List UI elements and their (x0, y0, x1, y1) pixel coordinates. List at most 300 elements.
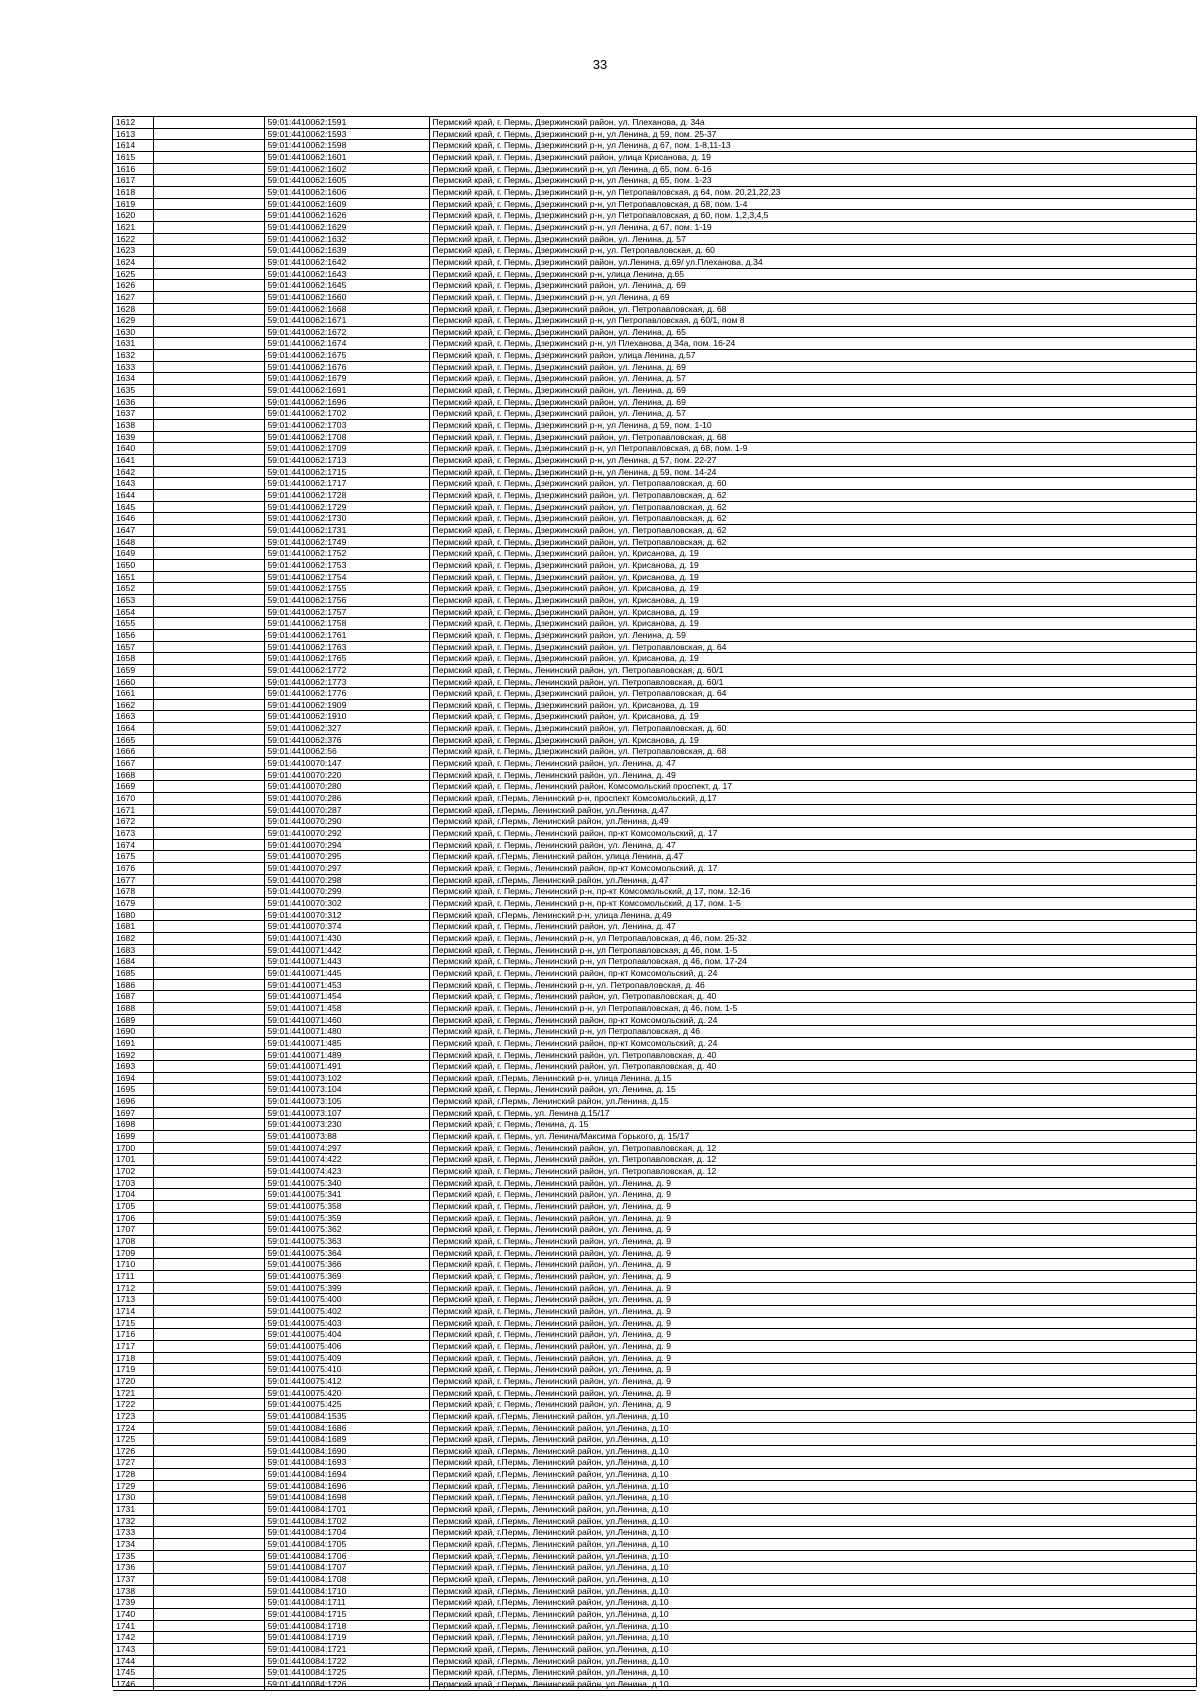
address-cell: Пермский край, г. Пермь, Дзержинский район, ул. Ленина, д. 69 (429, 396, 1196, 408)
empty-cell (153, 163, 264, 175)
address-cell: Пермский край, г. Пермь, Дзержинский район, ул. Петропавловская, д. 68 (429, 746, 1196, 758)
row-number-cell: 1659 (113, 664, 153, 676)
table-row (113, 455, 1196, 467)
row-number-cell: 1624 (113, 256, 153, 268)
address-cell: Пермский край, г. Пермь, Ленинский район, ул. Ленина, д. 9 (429, 1387, 1196, 1399)
cadastral-number-cell: 59:01:4410084:1718 (264, 1620, 429, 1632)
row-number-cell: 1644 (113, 490, 153, 502)
row-number-cell: 1737 (113, 1574, 153, 1586)
row-number-cell: 1622 (113, 233, 153, 245)
empty-cell (153, 1364, 264, 1376)
address-cell: Пермский край, г. Пермь, Ленинский район, ул. Ленина, д. 9 (429, 1236, 1196, 1248)
row-number-cell: 1728 (113, 1469, 153, 1481)
row-number-cell: 1655 (113, 618, 153, 630)
empty-cell (153, 1212, 264, 1224)
cadastral-number-cell: 59:01:4410084:1702 (264, 1515, 429, 1527)
row-number-cell: 1743 (113, 1643, 153, 1655)
empty-cell (153, 1375, 264, 1387)
cadastral-number-cell: 59:01:4410062:1696 (264, 396, 429, 408)
empty-cell (153, 280, 264, 292)
cadastral-number-cell: 59:01:4410073:104 (264, 1084, 429, 1096)
address-cell: Пермский край, г. Пермь, Ленинский р-н, ул Петропавловская, д 46 (429, 1026, 1196, 1038)
cadastral-number-cell: 59:01:4410073:230 (264, 1119, 429, 1131)
empty-cell (153, 431, 264, 443)
empty-cell (153, 1632, 264, 1644)
row-number-cell: 1667 (113, 758, 153, 770)
empty-cell (153, 186, 264, 198)
row-number-cell: 1721 (113, 1387, 153, 1399)
row-number-cell: 1676 (113, 863, 153, 875)
row-number-cell: 1669 (113, 781, 153, 793)
empty-cell (153, 128, 264, 140)
table-row (113, 664, 1196, 676)
empty-cell (153, 1002, 264, 1014)
table-row (113, 350, 1196, 362)
address-cell: Пермский край, г. Пермь, Ленинский р-н, пр-кт Комсомольский, д 17, пом. 12-16 (429, 886, 1196, 898)
empty-cell (153, 478, 264, 490)
table-row (113, 548, 1196, 560)
empty-cell (153, 338, 264, 350)
cadastral-number-cell: 59:01:4410075:412 (264, 1375, 429, 1387)
empty-cell (153, 1026, 264, 1038)
row-number-cell: 1671 (113, 804, 153, 816)
table-row (113, 1387, 1196, 1399)
table-row (113, 315, 1196, 327)
empty-cell (153, 1597, 264, 1609)
row-number-cell: 1636 (113, 396, 153, 408)
row-number-cell: 1700 (113, 1142, 153, 1154)
row-number-cell: 1680 (113, 909, 153, 921)
address-cell: Пермский край, г. Пермь, Дзержинский район, ул. Петропавловская, д. 68 (429, 303, 1196, 315)
table-row (113, 501, 1196, 513)
table-row (113, 385, 1196, 397)
empty-cell (153, 1282, 264, 1294)
address-cell: Пермский край, г.Пермь, Ленинский район, ул.Ленина, д.10 (429, 1667, 1196, 1679)
cadastral-number-cell: 59:01:4410062:1717 (264, 478, 429, 490)
cadastral-number-cell: 59:01:4410062:1609 (264, 198, 429, 210)
address-cell: Пермский край, г. Пермь, Дзержинский р-н, ул Плеханова, д 34а, пом. 16-24 (429, 338, 1196, 350)
row-number-cell: 1720 (113, 1375, 153, 1387)
cadastral-number-cell: 59:01:4410071:442 (264, 944, 429, 956)
address-cell: Пермский край, г. Пермь, Дзержинский район, ул. Плеханова, д. 34а (429, 117, 1196, 128)
empty-cell (153, 1445, 264, 1457)
table-row (113, 886, 1196, 898)
table-row (113, 186, 1196, 198)
table-row (113, 1410, 1196, 1422)
address-cell: Пермский край, г.Пермь, Ленинский район, ул.Ленина, д.10 (429, 1620, 1196, 1632)
cadastral-number-cell: 59:01:4410062:1703 (264, 420, 429, 432)
cadastral-number-cell: 59:01:4410062:1639 (264, 245, 429, 257)
row-number-cell: 1731 (113, 1504, 153, 1516)
row-number-cell: 1618 (113, 186, 153, 198)
table-row (113, 303, 1196, 315)
table-row (113, 734, 1196, 746)
table-row (113, 140, 1196, 152)
address-cell: Пермский край, г. Пермь, Ленинский район, ул. Петропавловская, д. 12 (429, 1142, 1196, 1154)
address-cell: Пермский край, г. Пермь, Дзержинский район, ул. Петропавловская, д. 64 (429, 688, 1196, 700)
empty-cell (153, 594, 264, 606)
cadastral-number-cell: 59:01:4410062:1642 (264, 256, 429, 268)
address-cell: Пермский край, г. Пермь, Ленинский район, пр-кт Комсомольский, д. 24 (429, 1014, 1196, 1026)
address-cell: Пермский край, г. Пермь, Ленинский район, пр-кт Комсомольский, д. 24 (429, 1037, 1196, 1049)
table-row (113, 909, 1196, 921)
table-row (113, 967, 1196, 979)
cadastral-number-cell: 59:01:4410062:1605 (264, 175, 429, 187)
address-cell: Пермский край, г. Пермь, Дзержинский район, ул. Крисанова, д. 19 (429, 618, 1196, 630)
row-number-cell: 1688 (113, 1002, 153, 1014)
table-row (113, 1177, 1196, 1189)
row-number-cell: 1653 (113, 594, 153, 606)
empty-cell (153, 1492, 264, 1504)
table-row (113, 1002, 1196, 1014)
empty-cell (153, 1247, 264, 1259)
row-number-cell: 1714 (113, 1305, 153, 1317)
empty-cell (153, 256, 264, 268)
row-number-cell: 1699 (113, 1131, 153, 1143)
row-number-cell: 1664 (113, 723, 153, 735)
row-number-cell: 1727 (113, 1457, 153, 1469)
empty-cell (153, 1678, 264, 1690)
row-number-cell: 1621 (113, 221, 153, 233)
empty-cell (153, 1562, 264, 1574)
row-number-cell: 1627 (113, 291, 153, 303)
empty-cell (153, 664, 264, 676)
empty-cell (153, 781, 264, 793)
table-row (113, 513, 1196, 525)
empty-cell (153, 629, 264, 641)
table-row (113, 1212, 1196, 1224)
table-row (113, 408, 1196, 420)
empty-cell (153, 1096, 264, 1108)
table-row (113, 1037, 1196, 1049)
empty-cell (153, 513, 264, 525)
row-number-cell: 1711 (113, 1270, 153, 1282)
empty-cell (153, 1643, 264, 1655)
address-cell: Пермский край, г.Пермь, Ленинский район, ул.Ленина, д.10 (429, 1585, 1196, 1597)
table-row (113, 641, 1196, 653)
cadastral-number-cell: 59:01:4410062:1629 (264, 221, 429, 233)
table-row (113, 711, 1196, 723)
cadastral-number-cell: 59:01:4410062:1909 (264, 699, 429, 711)
table-row (113, 804, 1196, 816)
empty-cell (153, 1061, 264, 1073)
address-cell: Пермский край, г. Пермь, Ленинский район, ул. Ленина, д. 9 (429, 1177, 1196, 1189)
row-number-cell: 1696 (113, 1096, 153, 1108)
empty-cell (153, 1142, 264, 1154)
address-cell: Пермский край, г. Пермь, Дзержинский район, ул. Ленина, д. 65 (429, 326, 1196, 338)
cadastral-number-cell: 59:01:4410062:1910 (264, 711, 429, 723)
address-cell: Пермский край, г. Пермь, Ленинский район, ул. Ленина, д. 9 (429, 1305, 1196, 1317)
row-number-cell: 1739 (113, 1597, 153, 1609)
address-cell: Пермский край, г. Пермь, Ленинский район, ул. Ленина, д. 9 (429, 1259, 1196, 1271)
row-number-cell: 1646 (113, 513, 153, 525)
cadastral-number-cell: 59:01:4410071:489 (264, 1049, 429, 1061)
cadastral-number-cell: 59:01:4410084:1701 (264, 1504, 429, 1516)
address-cell: Пермский край, г.Пермь, Ленинский район, ул.Ленина, д.10 (429, 1527, 1196, 1539)
table-row (113, 1492, 1196, 1504)
cadastral-number-cell: 59:01:4410062:1626 (264, 210, 429, 222)
cadastral-number-cell: 59:01:4410075:403 (264, 1317, 429, 1329)
address-cell: Пермский край, г. Пермь, ул. Ленина/Максима Горького, д. 15/17 (429, 1131, 1196, 1143)
table-row (113, 723, 1196, 735)
cadastral-number-cell: 59:01:4410075:362 (264, 1224, 429, 1236)
empty-cell (153, 1236, 264, 1248)
empty-cell (153, 886, 264, 898)
table-row (113, 979, 1196, 991)
address-cell: Пермский край, г. Пермь, Дзержинский район, ул. Петропавловская, д. 62 (429, 524, 1196, 536)
cadastral-number-cell: 59:01:4410070:292 (264, 828, 429, 840)
empty-cell (153, 1410, 264, 1422)
table-row (113, 268, 1196, 280)
table-row (113, 1422, 1196, 1434)
cadastral-number-cell: 59:01:4410062:1731 (264, 524, 429, 536)
address-cell: Пермский край, г.Пермь, Ленинский район, ул.Ленина, д.10 (429, 1550, 1196, 1562)
address-cell: Пермский край, г.Пермь, Ленинский р-н, улица Ленина, д.49 (429, 909, 1196, 921)
address-cell: Пермский край, г. Пермь, Ленинский район, пр-кт Комсомольский, д. 17 (429, 828, 1196, 840)
empty-cell (153, 606, 264, 618)
row-number-cell: 1726 (113, 1445, 153, 1457)
address-cell: Пермский край, г. Пермь, Дзержинский район, ул. Ленина, д. 57 (429, 233, 1196, 245)
row-number-cell: 1630 (113, 326, 153, 338)
table-row (113, 210, 1196, 222)
address-cell: Пермский край, г. Пермь, Ленинский район, ул. Ленина, д. 9 (429, 1340, 1196, 1352)
cadastral-number-cell: 59:01:4410062:1591 (264, 117, 429, 128)
row-number-cell: 1614 (113, 140, 153, 152)
cadastral-number-cell: 59:01:4410062:1729 (264, 501, 429, 513)
row-number-cell: 1735 (113, 1550, 153, 1562)
table-row (113, 478, 1196, 490)
table-row (113, 1201, 1196, 1213)
cadastral-number-cell: 59:01:4410070:280 (264, 781, 429, 793)
address-cell: Пермский край, г.Пермь, Ленинский район, ул.Ленина, д.10 (429, 1434, 1196, 1446)
row-number-cell: 1631 (113, 338, 153, 350)
row-number-cell: 1684 (113, 956, 153, 968)
row-number-cell: 1701 (113, 1154, 153, 1166)
cadastral-number-cell: 59:01:4410075:409 (264, 1352, 429, 1364)
address-cell: Пермский край, г.Пермь, Ленинский р-н, улица Ленина, д.15 (429, 1072, 1196, 1084)
address-cell: Пермский край, г. Пермь, Дзержинский район, ул. Ленина, д. 69 (429, 361, 1196, 373)
row-number-cell: 1694 (113, 1072, 153, 1084)
address-cell: Пермский край, г. Пермь, Дзержинский р-н, ул Ленина, д 67, пом. 1-19 (429, 221, 1196, 233)
empty-cell (153, 268, 264, 280)
row-number-cell: 1652 (113, 583, 153, 595)
address-cell: Пермский край, г. Пермь, Ленинский р-н, пр-кт Комсомольский, д 17, пом. 1-5 (429, 897, 1196, 909)
address-cell: Пермский край, г.Пермь, Ленинский район, ул.Ленина, д.10 (429, 1410, 1196, 1422)
cadastral-number-cell: 59:01:4410075:359 (264, 1212, 429, 1224)
cadastral-number-cell: 59:01:4410062:1713 (264, 455, 429, 467)
address-cell: Пермский край, г. Пермь, Ленинский район, ул. Ленина, д. 9 (429, 1329, 1196, 1341)
row-number-cell: 1638 (113, 420, 153, 432)
address-cell: Пермский край, г. Пермь, Дзержинский р-н, ул Петропавловская, д 68, пом. 1-9 (429, 443, 1196, 455)
address-cell: Пермский край, г. Пермь, Дзержинский р-н, ул Ленина, д 67, пом. 1-8,11-13 (429, 140, 1196, 152)
table-row (113, 851, 1196, 863)
table-row (113, 1294, 1196, 1306)
table-row (113, 151, 1196, 163)
table-row (113, 594, 1196, 606)
cadastral-number-cell: 59:01:4410084:1704 (264, 1527, 429, 1539)
row-number-cell: 1625 (113, 268, 153, 280)
address-cell: Пермский край, г.Пермь, Ленинский район, ул.Ленина, д.10 (429, 1609, 1196, 1621)
address-cell: Пермский край, г.Пермь, Ленинский район, улица Ленина, д.47 (429, 851, 1196, 863)
address-cell: Пермский край, г. Пермь, Ленинский район, ул. Ленина, д. 9 (429, 1247, 1196, 1259)
row-number-cell: 1616 (113, 163, 153, 175)
address-cell: Пермский край, г.Пермь, Ленинский район, ул.Ленина, д.10 (429, 1480, 1196, 1492)
table-row (113, 1352, 1196, 1364)
row-number-cell: 1718 (113, 1352, 153, 1364)
empty-cell (153, 1294, 264, 1306)
row-number-cell: 1649 (113, 548, 153, 560)
row-number-cell: 1702 (113, 1166, 153, 1178)
cadastral-number-cell: 59:01:4410084:1715 (264, 1609, 429, 1621)
row-number-cell: 1650 (113, 559, 153, 571)
empty-cell (153, 956, 264, 968)
row-number-cell: 1643 (113, 478, 153, 490)
table-row (113, 618, 1196, 630)
table-row (113, 769, 1196, 781)
cadastral-number-cell: 59:01:4410070:295 (264, 851, 429, 863)
table-row (113, 583, 1196, 595)
table-row (113, 1166, 1196, 1178)
address-cell: Пермский край, г. Пермь, Дзержинский район, ул. Крисанова, д. 19 (429, 548, 1196, 560)
empty-cell (153, 979, 264, 991)
table-row (113, 1632, 1196, 1644)
row-number-cell: 1738 (113, 1585, 153, 1597)
row-number-cell: 1628 (113, 303, 153, 315)
cadastral-number-cell: 59:01:4410071:480 (264, 1026, 429, 1038)
table-row (113, 1399, 1196, 1411)
table-row (113, 956, 1196, 968)
address-cell: Пермский край, г. Пермь, Ленинский район, ул. Ленина, д. 47 (429, 839, 1196, 851)
address-cell: Пермский край, г. Пермь, Дзержинский район, ул. Крисанова, д. 19 (429, 594, 1196, 606)
empty-cell (153, 1352, 264, 1364)
address-cell: Пермский край, г. Пермь, Ленинский район, ул. Ленина, д. 9 (429, 1352, 1196, 1364)
address-cell: Пермский край, г. Пермь, Дзержинский район, ул. Крисанова, д. 19 (429, 583, 1196, 595)
empty-cell (153, 536, 264, 548)
empty-cell (153, 1527, 264, 1539)
empty-cell (153, 1480, 264, 1492)
empty-cell (153, 1620, 264, 1632)
address-cell: Пермский край, г. Пермь, Ленинский район, ул. Петропавловская, д. 40 (429, 1049, 1196, 1061)
cadastral-number-cell: 59:01:4410062:1593 (264, 128, 429, 140)
empty-cell (153, 245, 264, 257)
cadastral-number-cell: 59:01:4410071:458 (264, 1002, 429, 1014)
empty-cell (153, 1550, 264, 1562)
address-cell: Пермский край, г. Пермь, Дзержинский р-н, ул Ленина, д 59, пом. 14-24 (429, 466, 1196, 478)
address-cell: Пермский край, г.Пермь, Ленинский район, ул.Ленина, д.10 (429, 1655, 1196, 1667)
cadastral-number-cell: 59:01:4410084:1698 (264, 1492, 429, 1504)
table-row (113, 606, 1196, 618)
address-cell: Пермский край, г. Пермь, Дзержинский район, ул. Ленина, д. 69 (429, 385, 1196, 397)
cadastral-number-cell: 59:01:4410062:1728 (264, 490, 429, 502)
address-cell: Пермский край, г. Пермь, Ленинский район, ул. Петропавловская, д. 60/1 (429, 676, 1196, 688)
address-cell: Пермский край, г.Пермь, Ленинский р-н, проспект Комсомольский, д.17 (429, 793, 1196, 805)
cadastral-number-cell: 59:01:4410070:297 (264, 863, 429, 875)
table-row (113, 373, 1196, 385)
table-row (113, 932, 1196, 944)
row-number-cell: 1724 (113, 1422, 153, 1434)
table-row (113, 1096, 1196, 1108)
cadastral-number-cell: 59:01:4410062:1758 (264, 618, 429, 630)
empty-cell (153, 291, 264, 303)
address-cell: Пермский край, г.Пермь, Ленинский район, ул.Ленина, д.10 (429, 1469, 1196, 1481)
table-row (113, 1480, 1196, 1492)
table-row (113, 793, 1196, 805)
cadastral-number-cell: 59:01:4410074:423 (264, 1166, 429, 1178)
empty-cell (153, 548, 264, 560)
address-cell: Пермский край, г.Пермь, Ленинский район, ул.Ленина, д.47 (429, 804, 1196, 816)
cadastral-number-cell: 59:01:4410070:298 (264, 874, 429, 886)
table-row (113, 175, 1196, 187)
table-row (113, 245, 1196, 257)
empty-cell (153, 117, 264, 128)
empty-cell (153, 1329, 264, 1341)
cadastral-number-cell: 59:01:4410084:1725 (264, 1667, 429, 1679)
address-cell: Пермский край, г.Пермь, Ленинский район, ул.Ленина, д.10 (429, 1492, 1196, 1504)
registry-table-body (113, 117, 1196, 1690)
table-row (113, 280, 1196, 292)
table-row (113, 1084, 1196, 1096)
cadastral-number-cell: 59:01:4410075:420 (264, 1387, 429, 1399)
row-number-cell: 1741 (113, 1620, 153, 1632)
table-row (113, 653, 1196, 665)
row-number-cell: 1668 (113, 769, 153, 781)
row-number-cell: 1729 (113, 1480, 153, 1492)
registry-table (112, 116, 1197, 1687)
empty-cell (153, 1387, 264, 1399)
cadastral-number-cell: 59:01:4410062:1671 (264, 315, 429, 327)
address-cell: Пермский край, г. Пермь, Дзержинский район, ул. Ленина, д. 69 (429, 280, 1196, 292)
address-cell: Пермский край, г. Пермь, Ленинский район, ул. Ленина, д. 9 (429, 1294, 1196, 1306)
cadastral-number-cell: 59:01:4410070:220 (264, 769, 429, 781)
cadastral-number-cell: 59:01:4410062:1691 (264, 385, 429, 397)
cadastral-number-cell: 59:01:4410070:290 (264, 816, 429, 828)
empty-cell (153, 303, 264, 315)
cadastral-number-cell: 59:01:4410062:1761 (264, 629, 429, 641)
table-row (113, 1562, 1196, 1574)
table-row (113, 420, 1196, 432)
table-row (113, 1072, 1196, 1084)
address-cell: Пермский край, г.Пермь, Ленинский район, ул.Ленина, д.10 (429, 1678, 1196, 1690)
row-number-cell: 1706 (113, 1212, 153, 1224)
cadastral-number-cell: 59:01:4410074:297 (264, 1142, 429, 1154)
table-row (113, 1643, 1196, 1655)
empty-cell (153, 828, 264, 840)
table-row (113, 1340, 1196, 1352)
row-number-cell: 1619 (113, 198, 153, 210)
empty-cell (153, 746, 264, 758)
address-cell: Пермский край, г. Пермь, Дзержинский район, ул. Крисанова, д. 19 (429, 559, 1196, 571)
address-cell: Пермский край, г. Пермь, Дзержинский р-н, улица Ленина, д.65 (429, 268, 1196, 280)
address-cell: Пермский край, г. Пермь, Дзержинский район, ул. Ленина, д. 57 (429, 408, 1196, 420)
empty-cell (153, 1259, 264, 1271)
row-number-cell: 1744 (113, 1655, 153, 1667)
address-cell: Пермский край, г.Пермь, Ленинский район, ул.Ленина, д.49 (429, 816, 1196, 828)
row-number-cell: 1617 (113, 175, 153, 187)
empty-cell (153, 466, 264, 478)
empty-cell (153, 571, 264, 583)
address-cell: Пермский край, г.Пермь, Ленинский район, ул.Ленина, д.10 (429, 1515, 1196, 1527)
table-row (113, 1305, 1196, 1317)
address-cell: Пермский край, г.Пермь, Ленинский район, ул.Ленина, д.10 (429, 1539, 1196, 1551)
address-cell: Пермский край, г.Пермь, Ленинский район, ул.Ленина, д.15 (429, 1096, 1196, 1108)
empty-cell (153, 1609, 264, 1621)
row-number-cell: 1723 (113, 1410, 153, 1422)
empty-cell (153, 1131, 264, 1143)
table-row (113, 1609, 1196, 1621)
cadastral-number-cell: 59:01:4410062:1598 (264, 140, 429, 152)
row-number-cell: 1645 (113, 501, 153, 513)
empty-cell (153, 839, 264, 851)
